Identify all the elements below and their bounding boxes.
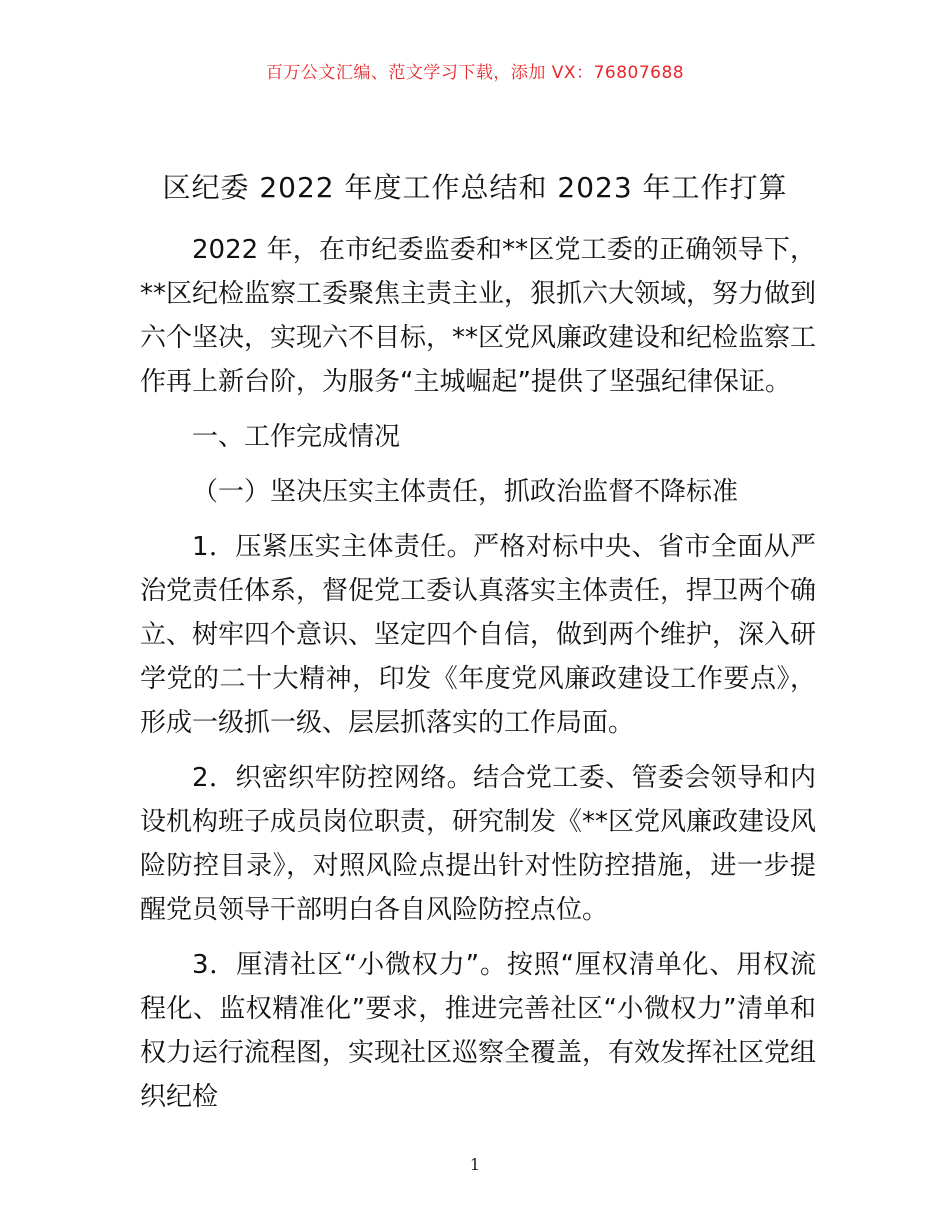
subsection-heading: （一）坚决压实主体责任，抓政治监督不降标准 — [192, 477, 739, 507]
document-title: 区纪委 2022 年度工作总结和 2023 年工作打算 — [162, 171, 788, 204]
body-paragraph-1: 1．压紧压实主体责任。严格对标中央、省市全面从严治党责任体系，督促党工委认真落实主体责任，捍卫两个确立、树牢四个意识、坚定四个自信，做到两个维护，深入研学党的二十大精神，印发《年度党风廉政建设工作要点》，形成一级抓一级、层层抓落实的工作局面。 — [140, 532, 817, 738]
watermark-text: 百万公文汇编、范文学习下载，添加 VX：76807688 — [265, 63, 685, 83]
intro-paragraph: 2022 年，在市纪委监委和**区党工委的正确领导下，**区纪检监察工委聚焦主责主业，狠抓六大领域，努力做到六个坚决，实现六不目标，**区党风廉政建设和纪检监察工作再上新台阶，为服务“主城崛起”提供了坚强纪律保证。 — [140, 235, 817, 397]
section-heading: 一、工作完成情况 — [192, 422, 401, 452]
body-paragraph-2: 2．织密织牢防控网络。结合党工委、管委会领导和内设机构班子成员岗位职责，研究制发《**区党风廉政建设风险防控目录》，对照风险点提出针对性防控措施，进一步提醒党员领导干部明白各自风险防控点位。 — [140, 763, 817, 925]
watermark-header — [0, 58, 950, 83]
body-paragraph-3: 3．厘清社区“小微权力”。按照“厘权清单化、用权流程化、监权精准化”要求，推进完善社区“小微权力”清单和权力运行流程图，实现社区巡察全覆盖，有效发挥社区党组织纪检 — [140, 950, 817, 1112]
page-number: 1 — [469, 1155, 481, 1174]
document-body — [140, 228, 816, 1130]
